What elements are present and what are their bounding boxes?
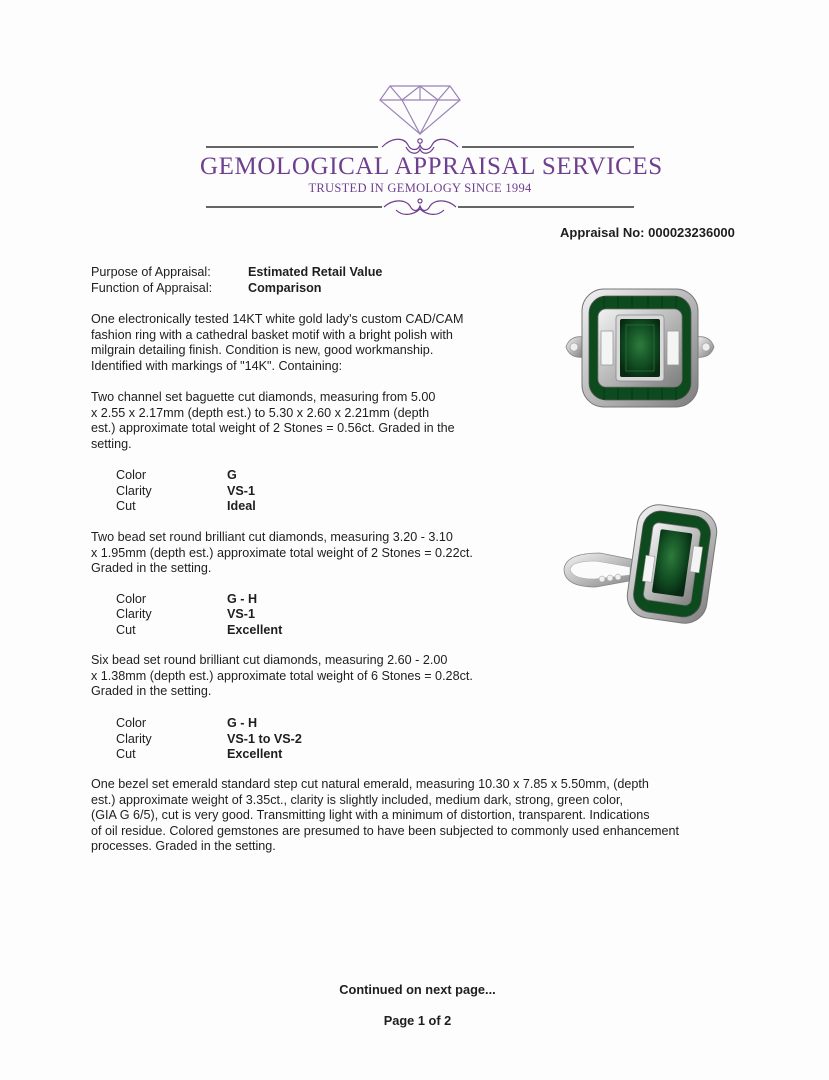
description-line: Graded in the setting. [91, 684, 212, 699]
company-name: GEMOLOGICAL APPRAISAL SERVICES [200, 153, 663, 180]
ring-photo-angled-view [560, 503, 720, 627]
ring-photo-top-view [560, 285, 720, 413]
grade-value-clarity: VS-1 [227, 607, 255, 621]
diamond-outline-icon [378, 84, 462, 136]
function-label: Function of Appraisal: [91, 281, 213, 295]
round-diamonds-description [91, 653, 473, 700]
grade-label-color: Color [116, 716, 147, 730]
grade-label-clarity: Clarity [116, 484, 152, 498]
ring-description [91, 312, 463, 374]
grade-value-color: G - H [227, 716, 258, 730]
grade-value-color: G [227, 468, 237, 482]
description-line: One bezel set emerald standard step cut natural emerald, measuring 10.30 x 7.85 x 5.50mm, (depth [91, 777, 649, 791]
grade-label-cut: Cut [116, 747, 136, 761]
purpose-label: Purpose of Appraisal: [91, 265, 211, 279]
description-line: x 1.38mm (depth est.) approximate total weight of 6 Stones = 0.28ct. [91, 668, 473, 683]
grade-value-clarity: VS-1 [227, 484, 255, 498]
emerald-description [91, 777, 679, 855]
description-line: milgrain detailing finish. Condition is new, good workmanship. [91, 343, 434, 358]
grade-label-cut: Cut [116, 623, 136, 637]
grade-value-cut: Ideal [227, 499, 256, 513]
description-line: est.) approximate total weight of 2 Stones = 0.56ct. Graded in the [91, 421, 455, 436]
round-diamonds-description [91, 530, 473, 577]
description-line: processes. Graded in the setting. [91, 839, 276, 854]
grade-label-color: Color [116, 468, 147, 482]
description-line: fashion ring with a cathedral basket motif with a bright polish with [91, 327, 453, 342]
grade-value-color: G - H [227, 592, 258, 606]
description-line: x 2.55 x 2.17mm (depth est.) to 5.30 x 2.60 x 2.21mm (depth [91, 405, 430, 420]
description-line: (GIA G 6/5), cut is very good. Transmitting light with a minimum of distortion, transparent. Indications [91, 808, 650, 823]
description-line: One electronically tested 14KT white gold lady's custom CAD/CAM [91, 312, 464, 326]
company-tagline: TRUSTED IN GEMOLOGY SINCE 1994 [308, 181, 532, 195]
description-line: est.) approximate weight of 3.35ct., clarity is slightly included, medium dark, strong, green color, [91, 792, 623, 807]
grade-value-cut: Excellent [227, 747, 283, 761]
description-line: setting. [91, 436, 132, 451]
grade-label-clarity: Clarity [116, 607, 152, 621]
grade-label-color: Color [116, 592, 147, 606]
description-line: Identified with markings of "14K". Containing: [91, 358, 343, 373]
grade-label-cut: Cut [116, 499, 136, 513]
grade-label-clarity: Clarity [116, 732, 152, 746]
description-line: Six bead set round brilliant cut diamonds, measuring 2.60 - 2.00 [91, 653, 448, 667]
description-line: Two channel set baguette cut diamonds, measuring from 5.00 [91, 390, 436, 404]
grade-value-clarity: VS-1 to VS-2 [227, 732, 302, 746]
continued-note: Continued on next page... [339, 982, 496, 997]
baguette-diamonds-description [91, 390, 455, 452]
appraisal-number: Appraisal No: 000023236000 [560, 225, 735, 240]
description-line: Two bead set round brilliant cut diamonds, measuring 3.20 - 3.10 [91, 530, 453, 544]
description-line: x 1.95mm (depth est.) approximate total weight of 2 Stones = 0.22ct. [91, 545, 473, 560]
description-line: of oil residue. Colored gemstones are presumed to have been subjected to commonly used enhancement [91, 823, 680, 838]
grade-value-cut: Excellent [227, 623, 283, 637]
purpose-value: Estimated Retail Value [248, 265, 383, 279]
function-value: Comparison [248, 281, 322, 295]
description-line: Graded in the setting. [91, 561, 212, 576]
scroll-flourish-icon [206, 196, 634, 220]
page-number: Page 1 of 2 [383, 1013, 452, 1028]
